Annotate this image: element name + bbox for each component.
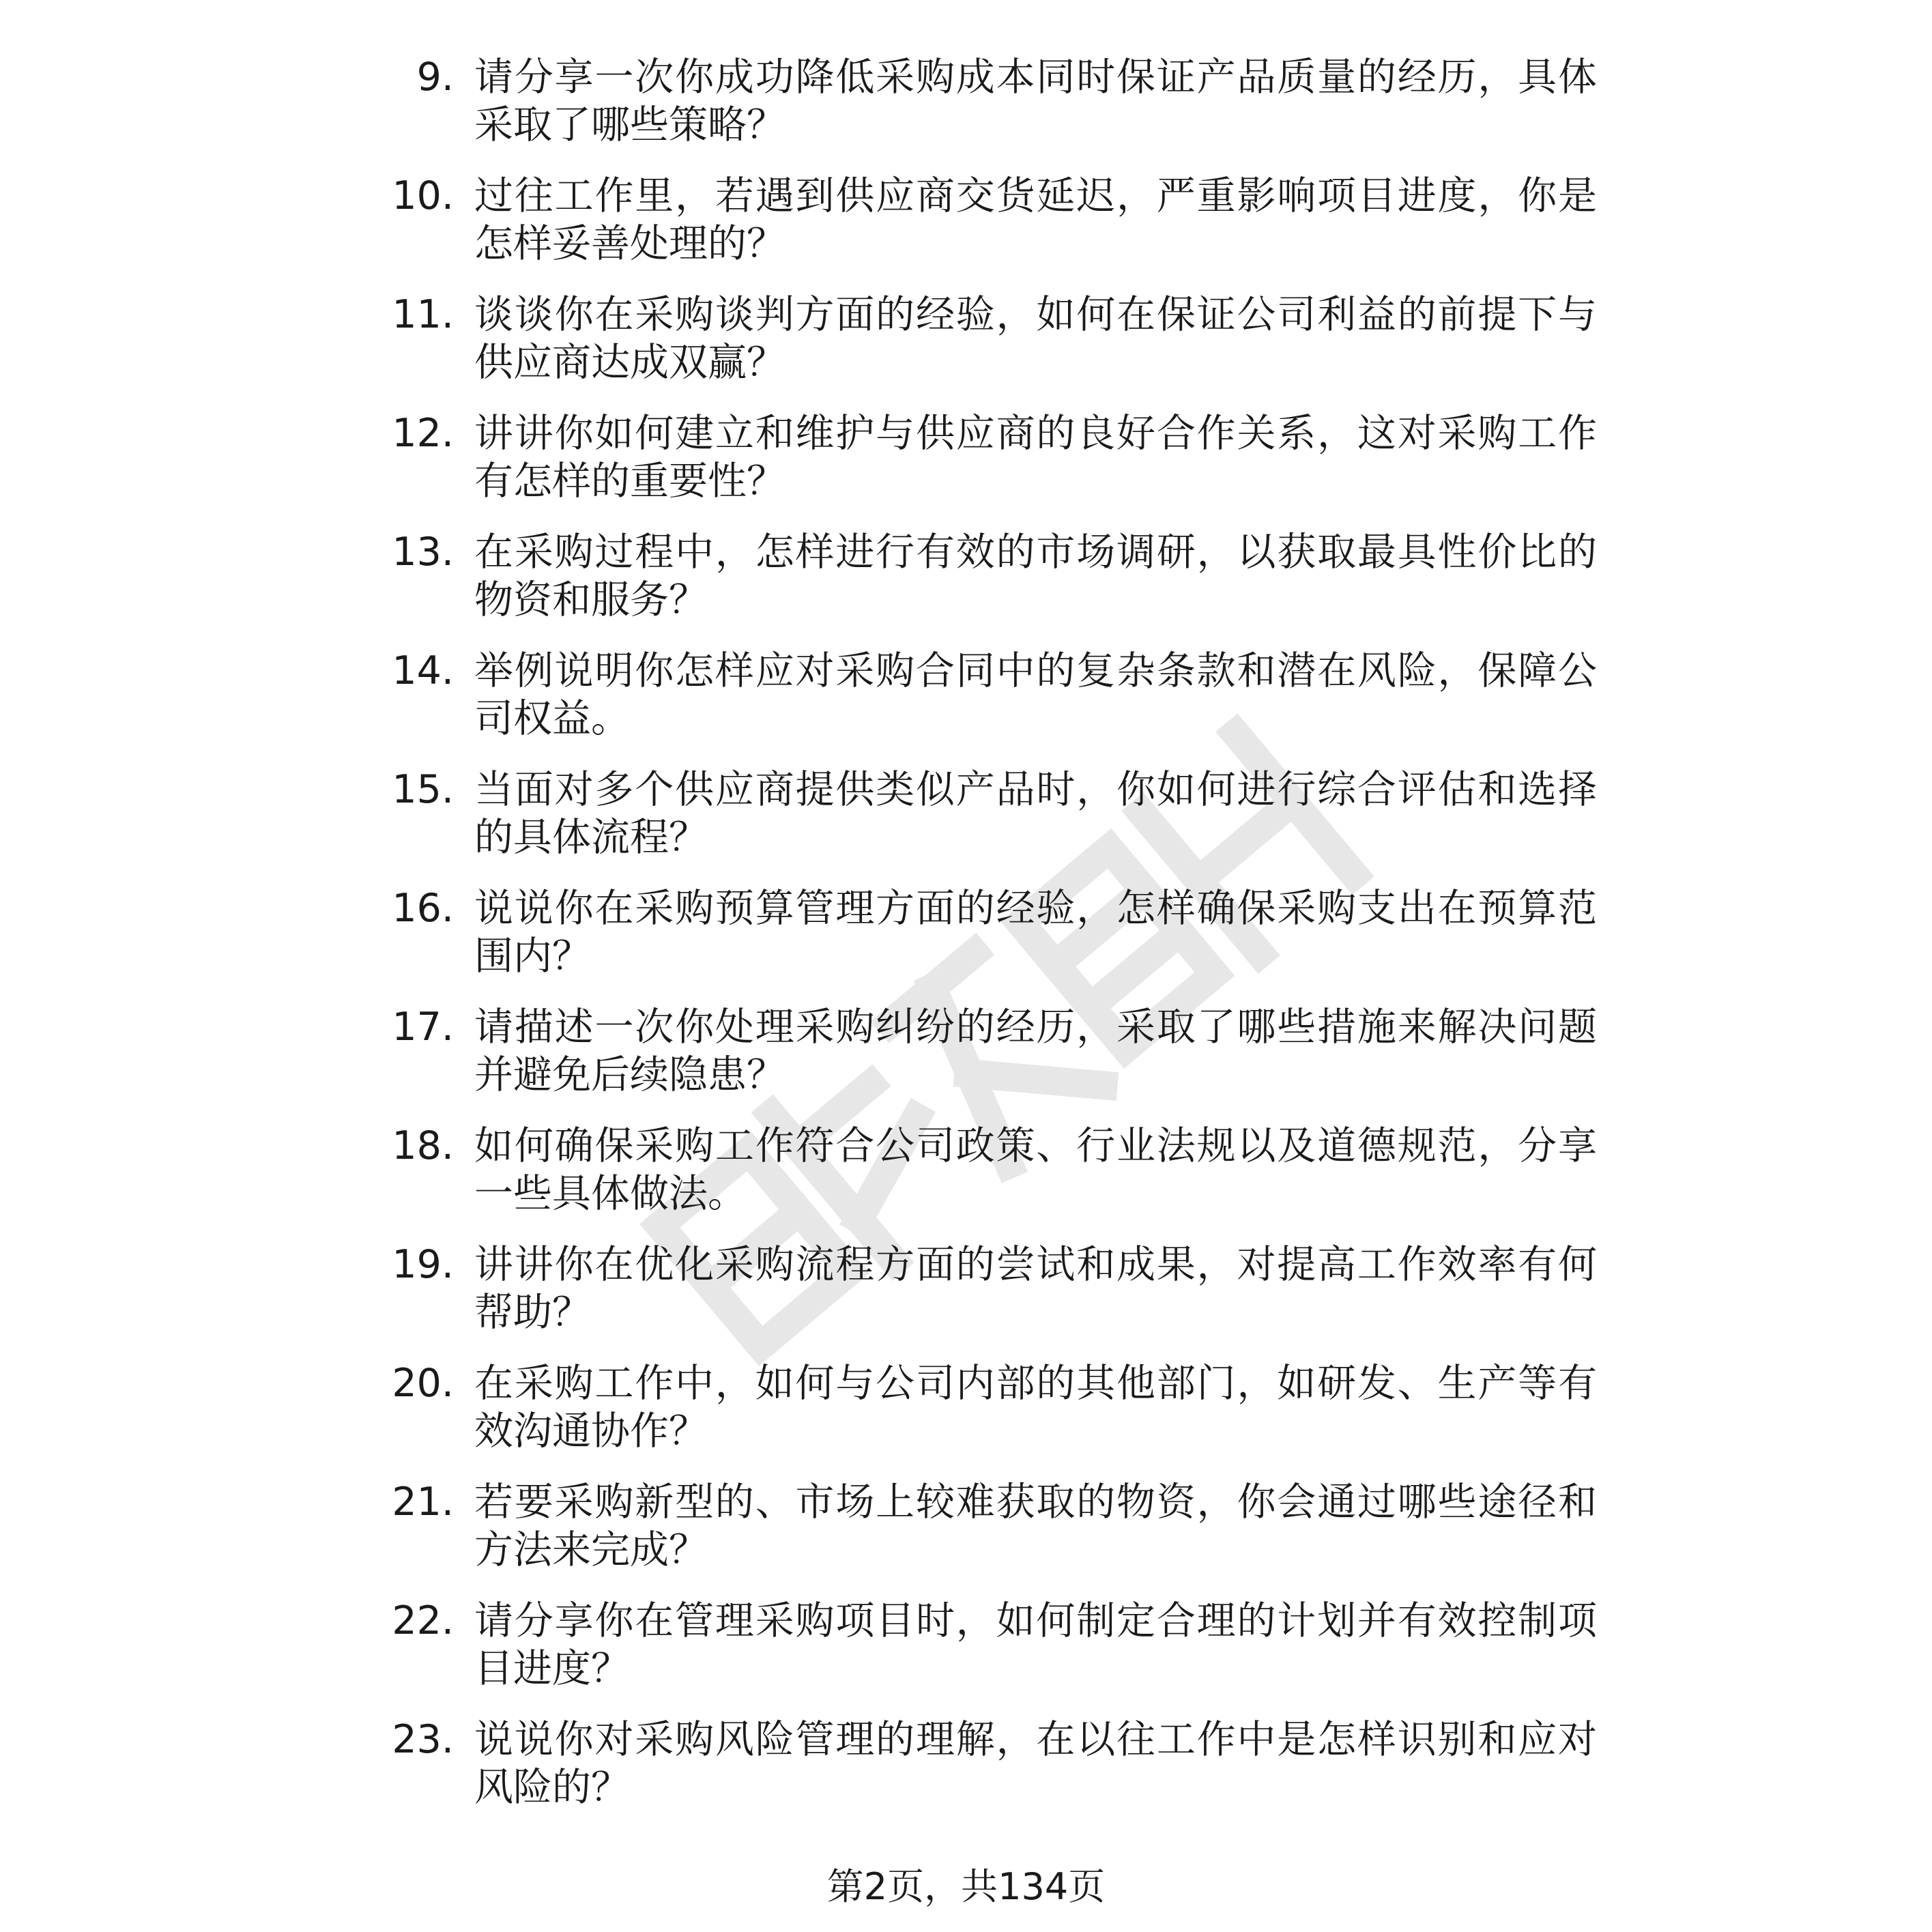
question-number: 21. (392, 1480, 454, 1525)
question-text: 过往工作里，若遇到供应商交货延迟，严重影响项目进度，你是怎样妥善处理的？ (474, 173, 1597, 266)
question-item (369, 53, 1597, 172)
question-text: 当面对多个供应商提供类似产品时，你如何进行综合评估和选择的具体流程？ (474, 767, 1597, 860)
question-number: 9. (416, 55, 454, 100)
question-number: 14. (392, 648, 454, 693)
question-number: 16. (392, 886, 454, 931)
question-number: 23. (392, 1717, 454, 1762)
question-item (369, 1597, 1597, 1716)
question-text: 讲讲你如何建立和维护与供应商的良好合作关系，这对采购工作有怎样的重要性？ (474, 411, 1597, 504)
question-number: 13. (392, 530, 454, 575)
page-indicator: 第2页，共134页 (826, 1865, 1106, 1908)
question-text: 在采购工作中，如何与公司内部的其他部门，如研发、生产等有效沟通协作？ (474, 1361, 1597, 1454)
question-item (369, 884, 1597, 1003)
question-text: 请分享你在管理采购项目时，如何制定合理的计划并有效控制项目进度？ (474, 1598, 1597, 1691)
question-item (369, 172, 1597, 291)
question-number: 22. (392, 1598, 454, 1643)
question-item (369, 1003, 1597, 1122)
question-item (369, 766, 1597, 884)
question-item (369, 528, 1597, 647)
question-text: 若要采购新型的、市场上较难获取的物资，你会通过哪些途径和方法来完成？ (474, 1480, 1597, 1572)
question-text: 说说你在采购预算管理方面的经验，怎样确保采购支出在预算范围内？ (474, 886, 1597, 979)
question-text: 说说你对采购风险管理的理解，在以往工作中是怎样识别和应对风险的？ (474, 1717, 1597, 1810)
question-text: 请描述一次你处理采购纠纷的经历，采取了哪些措施来解决问题并避免后续隐患？ (474, 1005, 1597, 1097)
question-number: 12. (392, 411, 454, 456)
question-number: 20. (392, 1361, 454, 1406)
question-item (369, 647, 1597, 766)
question-text: 在采购过程中，怎样进行有效的市场调研，以获取最具性价比的物资和服务？ (474, 530, 1597, 622)
question-item (369, 1478, 1597, 1597)
question-text: 举例说明你怎样应对采购合同中的复杂条款和潜在风险，保障公司权益。 (474, 648, 1597, 741)
question-number: 18. (392, 1123, 454, 1168)
question-text: 讲讲你在优化采购流程方面的尝试和成果，对提高工作效率有何帮助？ (474, 1242, 1597, 1335)
question-number: 11. (392, 292, 454, 337)
question-item (369, 1359, 1597, 1478)
question-text: 谈谈你在采购谈判方面的经验，如何在保证公司利益的前提下与供应商达成双赢？ (474, 292, 1597, 385)
question-number: 10. (392, 173, 454, 218)
question-item (369, 1716, 1597, 1834)
question-item (369, 409, 1597, 528)
question-number: 19. (392, 1242, 454, 1287)
question-text: 请分享一次你成功降低采购成本同时保证产品质量的经历，具体采取了哪些策略？ (474, 55, 1597, 147)
question-item (369, 291, 1597, 409)
question-text: 如何确保采购工作符合公司政策、行业法规以及道德规范，分享一些具体做法。 (474, 1123, 1597, 1216)
question-number: 15. (392, 767, 454, 812)
question-list (369, 53, 1597, 1834)
question-number: 17. (392, 1005, 454, 1050)
question-item (369, 1241, 1597, 1359)
question-item (369, 1122, 1597, 1241)
